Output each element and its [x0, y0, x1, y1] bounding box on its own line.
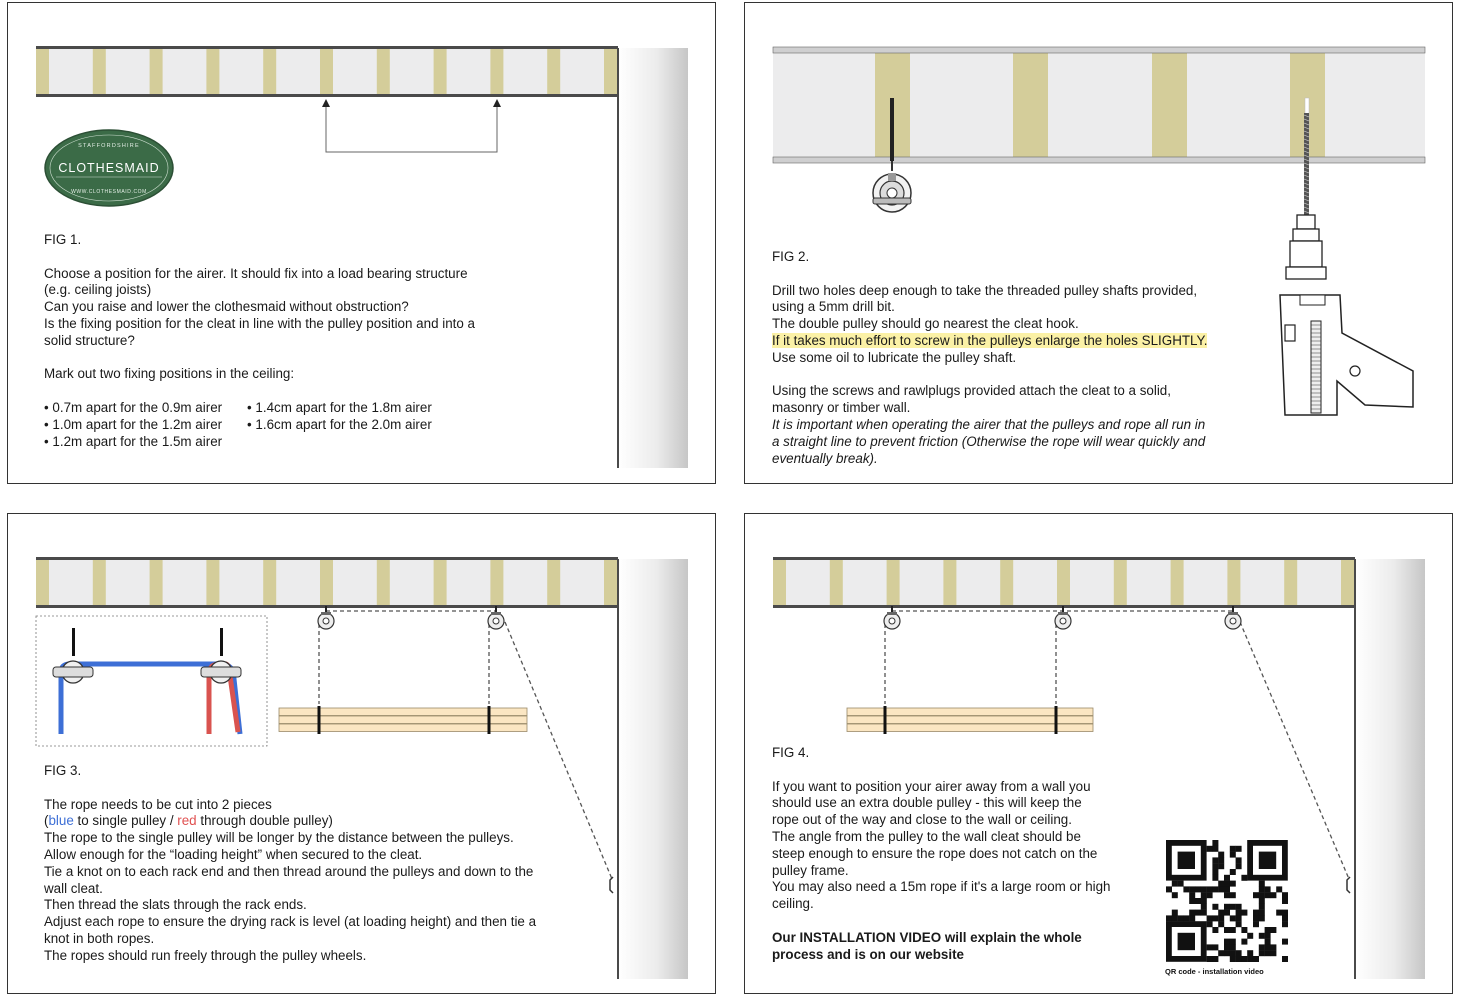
qr-module — [1189, 898, 1195, 904]
qr-module — [1253, 892, 1259, 898]
qr-module — [1230, 939, 1236, 945]
qr-module — [1207, 921, 1213, 927]
ceiling-joist — [93, 559, 106, 606]
qr-module — [1236, 904, 1242, 910]
qr-module — [1265, 939, 1271, 945]
fig3-line: Then thread the slats through the rack ends. — [44, 897, 307, 913]
fig2-highlight-text: If it takes much effort to screw in the pulleys enlarge the holes SLIGHTLY. — [772, 332, 1208, 348]
wall — [618, 559, 688, 979]
qr-module — [1282, 892, 1288, 898]
ceiling-joist — [547, 48, 560, 95]
single-pulley-bracket — [887, 612, 897, 615]
fig1-bullet: • 1.6cm apart for the 2.0m airer — [247, 416, 432, 432]
qr-module — [1236, 915, 1242, 921]
pulley-shaft — [890, 98, 894, 161]
qr-module — [1224, 910, 1230, 916]
qr-module — [1241, 927, 1247, 933]
qr-module — [1236, 910, 1242, 916]
qr-module — [1247, 950, 1253, 956]
ceiling-joist — [434, 48, 447, 95]
qr-module — [1236, 921, 1242, 927]
ceiling-top-edge — [36, 557, 618, 560]
fig1-line: solid structure? — [44, 332, 135, 348]
qr-module — [1218, 921, 1224, 927]
fig3-line: The rope needs to be cut into 2 pieces — [44, 796, 272, 812]
ceiling-joist — [320, 48, 333, 95]
qr-module — [1218, 881, 1224, 887]
fig2-label: FIG 2. — [772, 249, 810, 264]
qr-module — [1218, 950, 1224, 956]
ceiling-joist — [1227, 559, 1240, 606]
ceiling-joist — [150, 48, 163, 95]
qr-module — [1247, 956, 1253, 962]
ceiling-joist — [377, 48, 390, 95]
qr-module — [1207, 892, 1213, 898]
qr-module — [1207, 944, 1213, 950]
fig3-line: Tie a knot on to each rack end and then thread around the pulleys and down to the — [44, 863, 534, 879]
fig3-line: The rope to the single pulley will be longer by the distance between the pulleys. — [44, 830, 514, 846]
floorboard — [773, 47, 1425, 53]
fig1-bullet: • 1.0m apart for the 1.2m airer — [44, 416, 223, 432]
drill-grip — [1311, 321, 1321, 413]
fig4-line: steep enough to ensure the rope does not catch on the — [772, 845, 1098, 861]
qr-module — [1230, 881, 1236, 887]
ceiling-joist — [1171, 559, 1184, 606]
qr-module — [1218, 910, 1224, 916]
double-pulley-bracket — [1058, 612, 1068, 615]
qr-module — [1253, 915, 1259, 921]
ceiling-joist — [206, 559, 219, 606]
qr-module — [1259, 933, 1265, 939]
ceiling-joist — [490, 559, 503, 606]
ceiling-joist — [93, 48, 106, 95]
qr-module — [1166, 915, 1172, 921]
qr-module — [1218, 863, 1224, 869]
qr-caption: QR code - installation video — [1165, 967, 1264, 976]
ceiling-joist — [263, 559, 276, 606]
drill-chuck-top — [1297, 215, 1315, 229]
fig2-line: The double pulley should go nearest the cleat hook. — [772, 316, 1079, 332]
qr-module — [1212, 886, 1218, 892]
ceiling-joist — [604, 559, 617, 606]
double-pulley-hub — [493, 618, 499, 624]
qr-module — [1212, 840, 1218, 846]
fig2-line: using a 5mm drill bit. — [772, 299, 895, 315]
qr-module — [1178, 881, 1184, 887]
qr-module — [1212, 904, 1218, 910]
qr-module — [1265, 892, 1271, 898]
qr-module — [1282, 915, 1288, 921]
fig2-italic-line: It is important when operating the airer that the pulleys and rope all run in — [772, 416, 1206, 432]
ceiling-joist — [1114, 559, 1127, 606]
fig1-mark-text: Mark out two fixing positions in the ceiling: — [44, 366, 295, 382]
fig4-line: pulley frame. — [772, 862, 849, 878]
qr-module — [1189, 892, 1195, 898]
qr-module — [1259, 950, 1265, 956]
qr-module — [1259, 904, 1265, 910]
qr-module — [1253, 910, 1259, 916]
ceiling-joist — [36, 559, 49, 606]
single-pulley-hub — [323, 618, 329, 624]
qr-module — [1201, 898, 1207, 904]
inset-shaft — [220, 628, 223, 656]
fig4-label: FIG 4. — [772, 745, 810, 760]
fig3-label: FIG 3. — [44, 763, 82, 778]
qr-module — [1224, 939, 1230, 945]
qr-module — [1207, 915, 1213, 921]
qr-module — [1247, 933, 1253, 939]
fig3-line: knot in both ropes. — [44, 930, 155, 946]
qr-module — [1195, 886, 1201, 892]
ceiling-top-edge — [36, 46, 618, 49]
qr-module — [1230, 846, 1236, 852]
single-pulley-hub — [889, 618, 895, 624]
pulley-hub — [887, 188, 897, 198]
qr-module — [1172, 915, 1178, 921]
fig2-line: masonry or timber wall. — [772, 400, 911, 416]
ceiling-joist — [150, 559, 163, 606]
qr-module — [1195, 898, 1201, 904]
ceiling-joist — [1284, 559, 1297, 606]
rack-end — [884, 706, 887, 734]
qr-module — [1189, 915, 1195, 921]
ceiling-joist — [773, 559, 786, 606]
fig3-panel — [7, 513, 716, 994]
ceiling-joist — [943, 559, 956, 606]
qr-module — [1224, 881, 1230, 887]
logo-bottom-text: WWW.CLOTHESMAID.COM — [71, 189, 147, 195]
fig4-line: rope out of the way and close to the wall or ceiling. — [772, 812, 1072, 828]
fig4-video-text: Our INSTALLATION VIDEO will explain the whole — [772, 929, 1082, 945]
qr-module — [1270, 927, 1276, 933]
drill-body — [1280, 295, 1413, 415]
qr-module — [1207, 846, 1213, 852]
qr-module — [1265, 886, 1271, 892]
qr-module — [1270, 944, 1276, 950]
ceiling-joist — [206, 48, 219, 95]
qr-module — [1265, 950, 1271, 956]
qr-module — [1270, 950, 1276, 956]
qr-module — [1212, 875, 1218, 881]
fig4-panel — [744, 513, 1453, 994]
fig1-line: (e.g. ceiling joists) — [44, 282, 152, 298]
qr-module — [1230, 904, 1236, 910]
fig3-line: Adjust each rope to ensure the drying rack is level (at loading height) and then tie a — [44, 914, 537, 930]
ceiling-joist — [263, 48, 276, 95]
qr-module — [1224, 904, 1230, 910]
qr-module — [1230, 869, 1236, 875]
qr-module — [1230, 892, 1236, 898]
qr-finder-center — [1259, 852, 1276, 869]
ceiling-top-edge — [773, 557, 1355, 560]
ceiling-joist — [434, 559, 447, 606]
qr-module — [1230, 915, 1236, 921]
qr-module — [1212, 956, 1218, 962]
fig2-line: Using the screws and rawlplugs provided attach the cleat to a solid, — [772, 383, 1171, 399]
wall — [618, 48, 688, 468]
rack-end — [318, 706, 321, 734]
ceiling-joist — [490, 48, 503, 95]
fig3-line: Allow enough for the “loading height” when secured to the cleat. — [44, 846, 423, 862]
ceiling-joist — [1152, 53, 1187, 158]
fig4-line: If you want to position your airer away from a wall you — [772, 778, 1091, 794]
qr-module — [1282, 898, 1288, 904]
ceiling-joist — [830, 559, 843, 606]
fig1-line: Can you raise and lower the clothesmaid without obstruction? — [44, 299, 409, 315]
rack-end — [1055, 706, 1058, 734]
qr-module — [1172, 892, 1178, 898]
fig3-red-word: red — [177, 813, 197, 829]
qr-module — [1183, 915, 1189, 921]
ceiling-joist — [1013, 53, 1048, 158]
qr-module — [1241, 875, 1247, 881]
double-pulley-bracket — [491, 612, 501, 615]
arrow-head — [322, 99, 330, 107]
logo-name: CLOTHESMAID — [58, 161, 160, 175]
qr-module — [1241, 939, 1247, 945]
qr-module — [1218, 852, 1224, 858]
qr-module — [1207, 886, 1213, 892]
ceiling-joist — [36, 48, 49, 95]
drill-top-plate — [1300, 295, 1325, 305]
qr-module — [1265, 944, 1271, 950]
qr-module — [1224, 950, 1230, 956]
fig4-line: The angle from the pulley to the wall cleat should be — [772, 828, 1081, 844]
fig1-panel — [7, 2, 716, 484]
fig3-paren: ( — [44, 813, 49, 829]
arrow-head — [493, 99, 501, 107]
wall — [1355, 559, 1425, 979]
fig1-bullet: • 1.2m apart for the 1.5m airer — [44, 433, 223, 449]
qr-module — [1224, 886, 1230, 892]
rack-end — [488, 706, 491, 734]
qr-module — [1189, 886, 1195, 892]
qr-module — [1276, 910, 1282, 916]
qr-module — [1236, 950, 1242, 956]
qr-finder-center — [1178, 852, 1195, 869]
qr-module — [1265, 933, 1271, 939]
qr-module — [1212, 846, 1218, 852]
qr-module — [1212, 927, 1218, 933]
measurement-line — [326, 101, 497, 152]
drill-screw — [1350, 366, 1360, 376]
qr-module — [1230, 927, 1236, 933]
fig1-bullet: • 1.4cm apart for the 1.8m airer — [247, 399, 432, 415]
qr-module — [1224, 944, 1230, 950]
drill-switch — [1285, 325, 1295, 341]
pulley-nut — [888, 173, 896, 181]
drill-chuck — [1293, 229, 1319, 241]
qr-module — [1212, 944, 1218, 950]
single-pulley-bracket — [321, 612, 331, 615]
inset-bracket — [201, 667, 241, 677]
ceiling-joist — [547, 559, 560, 606]
qr-module — [1253, 956, 1259, 962]
qr-module — [1212, 863, 1218, 869]
qr-module — [1259, 910, 1265, 916]
fig1-line: Choose a position for the airer. It should fix into a load bearing structure — [44, 265, 468, 281]
qr-finder-center — [1178, 933, 1195, 950]
qr-module — [1270, 892, 1276, 898]
qr-module — [1183, 886, 1189, 892]
qr-module — [1212, 869, 1218, 875]
qr-module — [1195, 910, 1201, 916]
qr-module — [1224, 875, 1230, 881]
qr-module — [1236, 857, 1242, 863]
ceiling-joist — [377, 559, 390, 606]
qr-module — [1224, 927, 1230, 933]
qr-module — [1212, 915, 1218, 921]
ceiling-bottom-edge — [36, 94, 618, 97]
fig3-line: The ropes should run freely through the pulley wheels. — [44, 947, 367, 963]
fig2-line: Drill two holes deep enough to take the threaded pulley shafts provided, — [772, 282, 1198, 298]
ceiling-joist — [320, 559, 333, 606]
ceiling-joist — [1000, 559, 1013, 606]
logo-top-text: STAFFORDSHIRE — [78, 143, 140, 149]
fig3-end-text: through double pulley) — [196, 813, 333, 829]
qr-module — [1259, 898, 1265, 904]
qr-module — [1201, 892, 1207, 898]
drill-chuck-base — [1290, 241, 1322, 267]
fig3-line: wall cleat. — [44, 880, 103, 896]
qr-module — [1282, 910, 1288, 916]
fig2-panel — [744, 2, 1453, 484]
ceiling-joist — [604, 48, 617, 95]
fig2-oil-text: Use some oil to lubricate the pulley shaft. — [772, 349, 1017, 365]
extra-double-pulley-bracket — [1228, 612, 1238, 615]
wall-cleat — [1347, 877, 1350, 893]
qr-module — [1241, 956, 1247, 962]
qr-module — [1236, 846, 1242, 852]
qr-module — [1201, 886, 1207, 892]
qr-module — [1259, 944, 1265, 950]
inset-bracket — [53, 667, 93, 677]
fig4-video-text: process and is on our website — [772, 946, 964, 962]
double-pulley-hub — [1060, 618, 1066, 624]
pulley-bracket — [873, 198, 911, 204]
ceiling-joist — [1057, 559, 1070, 606]
qr-module — [1259, 886, 1265, 892]
qr-module — [1236, 863, 1242, 869]
drill-collar — [1286, 267, 1326, 279]
qr-module — [1265, 927, 1271, 933]
fig4-line: You may also need a 15m rope if it's a large room or high — [772, 879, 1111, 895]
fig4-line: ceiling. — [772, 896, 814, 912]
qr-module — [1218, 915, 1224, 921]
qr-module — [1253, 921, 1259, 927]
qr-module — [1282, 939, 1288, 945]
qr-module — [1189, 910, 1195, 916]
qr-module — [1230, 950, 1236, 956]
qr-module — [1207, 956, 1213, 962]
fig1-label: FIG 1. — [44, 232, 82, 247]
qr-module — [1282, 921, 1288, 927]
fig2-italic-line: eventually break). — [772, 450, 878, 466]
plasterboard — [773, 157, 1425, 163]
extra-double-pulley-hub — [1230, 618, 1236, 624]
qr-module — [1172, 910, 1178, 916]
qr-module — [1259, 881, 1265, 887]
fig3-mid-text: to single pulley / — [73, 813, 178, 829]
ceiling-joist — [1341, 559, 1354, 606]
inset-shaft — [72, 628, 75, 656]
qr-module — [1276, 886, 1282, 892]
wall-cleat — [610, 877, 613, 893]
qr-module — [1178, 915, 1184, 921]
qr-module — [1166, 886, 1172, 892]
qr-module — [1241, 910, 1247, 916]
qr-module — [1224, 892, 1230, 898]
qr-module — [1282, 956, 1288, 962]
ceiling-void — [773, 49, 1425, 162]
qr-module — [1230, 944, 1236, 950]
ceiling-joist — [887, 559, 900, 606]
fig4-line: should use an extra double pulley - this will keep the — [772, 795, 1082, 811]
fig3-rope-colours — [44, 813, 536, 830]
fig1-line: Is the fixing position for the cleat in line with the pulley position and into a — [44, 315, 475, 331]
qr-module — [1172, 881, 1178, 887]
qr-module — [1218, 886, 1224, 892]
fig3-blue-word: blue — [48, 813, 74, 829]
qr-module — [1230, 852, 1236, 858]
fig2-italic-line: a straight line to prevent friction (Otherwise the rope will wear quickly and — [772, 433, 1206, 449]
qr-module — [1201, 904, 1207, 910]
fig1-bullet: • 0.7m apart for the 0.9m airer — [44, 399, 223, 415]
qr-module — [1230, 956, 1236, 962]
qr-module — [1259, 915, 1265, 921]
qr-module — [1218, 857, 1224, 863]
qr-module — [1236, 956, 1242, 962]
qr-module — [1201, 910, 1207, 916]
qr-module — [1259, 892, 1265, 898]
qr-module — [1212, 857, 1218, 863]
